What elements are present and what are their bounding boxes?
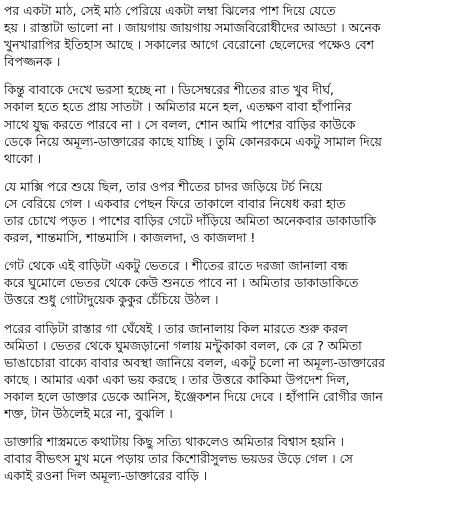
text-line: করে ঘুমোলে ভেতর থেকে কেউ শুনতে পাবে না । অমিতার ডাকাডাকিতে [4, 275, 359, 291]
text-line: অমিতা । ভেতর থেকে ঘুমজড়ানো গলায় মন্টুকাকা বলল, কে রে ? অমিতা [4, 337, 362, 353]
text-line: হয় । রাস্তাটা ভালো না । জায়গায় জায়গায় সমাজবিরোধীদের আড্ডা । অনেক [4, 20, 381, 36]
text-line: কাছে । আমার একা একা ভয় করছে । তার উত্তরে কাকিমা উপদেশ দিল, [4, 371, 350, 387]
text-line: সকাল হতে হতে প্রায় সাতটা । অমিতার মনে হল, এতক্ষণ বাবা হাঁপানির [4, 99, 352, 115]
text-line: পরের বাড়িটা রাস্তার গা ঘেঁষেই । তার জানালায় কিল মারতে শুরু করল [4, 320, 348, 336]
text-line: থাকো । [4, 150, 42, 166]
paragraph-1 [4, 2, 452, 70]
text-line: ডেকে নিয়ে অমূল্য-ডাক্তারের কাছে যাচ্ছি । তুমি কোনরকমে একটু সামাল দিয়ে [4, 133, 382, 149]
text-line: ডাক্তারি শাস্ত্রমতে কথাটায় কিছু সত্যি থাকলেও অমিতার বিশ্বাস হয়নি । [4, 434, 344, 450]
text-line: তার চোখে পড়ত । পাশের বাড়ির গেটে দাঁড়িয়ে অমিতা অনেকবার ডাকাডাকি [4, 213, 376, 229]
text-line: পর একটা মাঠ, সেই মাঠ পেরিয়ে একটা লম্বা ঝিলের পাশ দিয়ে যেতে [4, 3, 336, 18]
text-line: করল, শান্তমাসি, শান্তমাসি । কাজলদা, ও কাজলদা ! [4, 230, 256, 246]
text-line: খুনখারাপির ইতিহাস আছে । সকালের আগে বেরোনো ছেলেদের পক্ষেও বেশ [4, 37, 374, 53]
text-line: শক্ত, টান উঠলেই মরে না, বুঝলি । [4, 405, 173, 421]
paragraph-2 [4, 81, 452, 166]
text-line: একাই রওনা দিল অমূল্য-ডাক্তারের বাড়ি । [4, 468, 208, 484]
text-line: গেট থেকে এই বাড়িটা একটু ভেতরে । শীতের রাতে দরজা জানালা বন্ধ [4, 258, 348, 274]
text-line: সাথে যুদ্ধ করতে পারবে না । সে বলল, শোন আমি পাশের বাড়ির কাউকে [4, 116, 356, 132]
text-line: সকাল হলে ডাক্তার ডেকে আনিস, ইঞ্জেকশন দিয়ে দেবে । হাঁপানি রোগীর জান [4, 388, 383, 404]
text-line: বিপজ্জনক । [4, 54, 61, 70]
paragraph-3 [4, 178, 452, 246]
text-line: কিন্তু বাবাকে দেখে ভরসা হচ্ছে না । ডিসেম্বরের শীতের রাত খুব দীর্ঘ, [4, 82, 334, 98]
text-line: যে মাক্সি পরে শুয়ে ছিল, তার ওপর শীতের চাদর জড়িয়ে টর্চ নিয়ে [4, 178, 323, 194]
paragraph-6 [4, 433, 452, 484]
text-line: উত্তরে শুধু গোটাদুয়েক কুকুর চেঁচিয়ে উঠল । [4, 292, 219, 308]
text-line: ভাঙাচোরা বাক্যে বাবার অবস্থা জানিয়ে বলল, একটু চলো না অমূল্য-ডাক্তারের [4, 354, 385, 370]
paragraph-4 [4, 257, 452, 308]
paragraph-5 [4, 320, 452, 423]
text-line: বাবার বীভৎস মুখ মনে পড়ায় তার কিশোরীসুলভ ভয়ডর উড়ে গেল । সে [4, 451, 353, 467]
text-line: সে বেরিয়ে গেল । একবার পেছন ফিরে তাকালে বাবার নিষেধ করা হাত [4, 195, 346, 211]
